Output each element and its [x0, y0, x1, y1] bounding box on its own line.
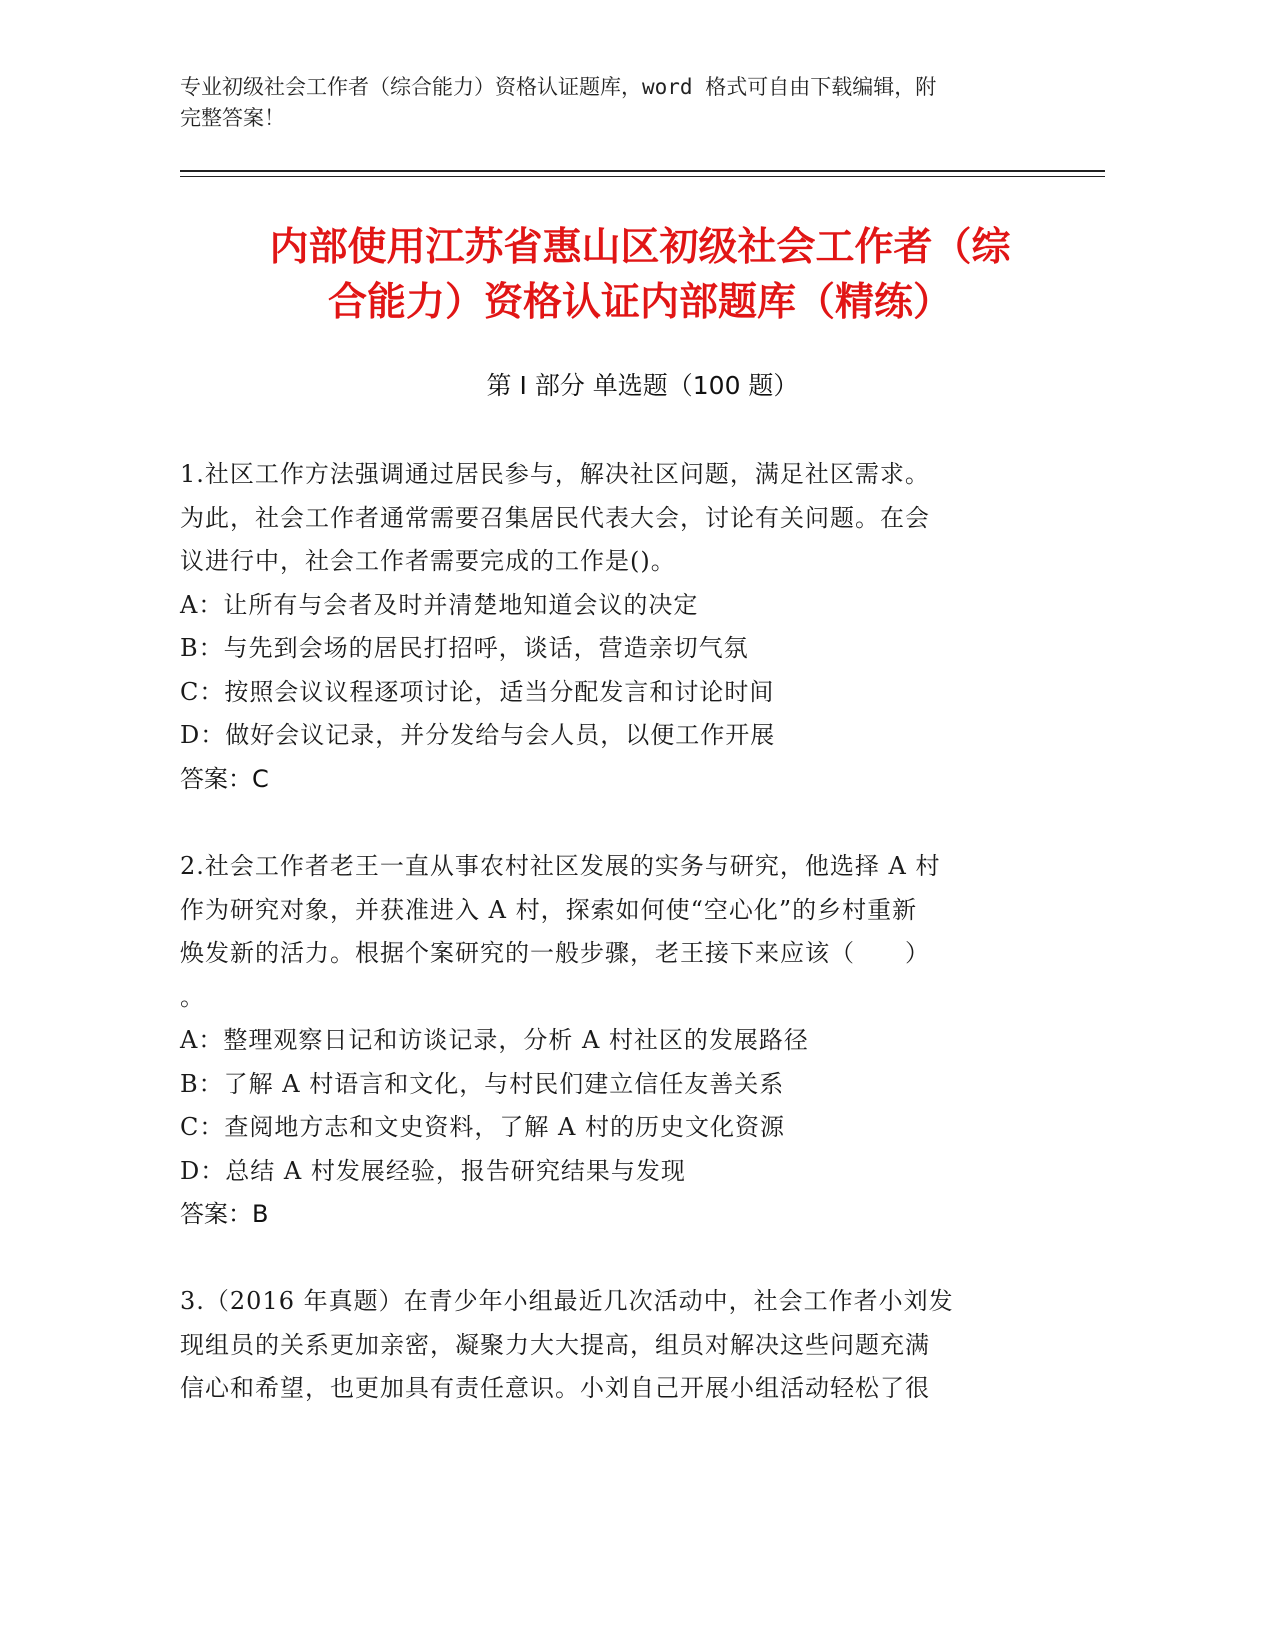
header-note-line: 专业初级社会工作者（综合能力）资格认证题库，word 格式可自由下载编辑，附: [180, 75, 937, 99]
question-stem-line: 。: [180, 982, 205, 1011]
section-heading: 第 I 部分 单选题（100 题）: [486, 371, 799, 400]
question-stem-line: 焕发新的活力。根据个案研究的一般步骤，老王接下来应该（ ）: [180, 939, 930, 967]
header-divider-thick: [180, 170, 1105, 172]
option-a: A：让所有与会者及时并清楚地知道会议的决定: [180, 590, 699, 619]
answer: 答案：C: [180, 764, 269, 793]
option-c: C：查阅地方志和文史资料，了解 A 村的历史文化资源: [180, 1113, 785, 1141]
option-b: B：与先到会场的居民打招呼，谈话，营造亲切气氛: [180, 634, 749, 662]
question-stem: [180, 453, 1030, 584]
document-title-line: 内部使用江苏省惠山区初级社会工作者（综: [269, 225, 1011, 270]
option-b: B：了解 A 村语言和文化，与村民们建立信任友善关系: [180, 1069, 785, 1098]
option-c: C：按照会议议程逐项讨论，适当分配发言和讨论时间: [180, 677, 775, 706]
question-stem-line: 信心和希望，也更加具有责任意识。小刘自己开展小组活动轻松了很: [180, 1374, 930, 1402]
question-stem-line: 作为研究对象，并获准进入 A 村，探索如何使“空心化”的乡村重新: [180, 895, 918, 924]
option-d: D：总结 A 村发展经验，报告研究结果与发现: [180, 1156, 686, 1185]
document-title-line: 合能力）资格认证内部题库（精练）: [327, 280, 952, 325]
header-note-line: 完整答案！: [180, 106, 285, 130]
question-stem-line: 2.社会工作者老王一直从事农村社区发展的实务与研究，他选择 A 村: [180, 852, 941, 880]
document-title: [150, 220, 1130, 330]
question-1: [180, 453, 1030, 801]
question-stem-line: 现组员的关系更加亲密，凝聚力大大提高，组员对解决这些问题充满: [180, 1330, 930, 1359]
question-stem-line: 1.社区工作方法强调通过居民参与，解决社区问题，满足社区需求。: [180, 460, 930, 488]
question-stem: [180, 845, 1030, 1019]
question-stem-line: 为此，社会工作者通常需要召集居民代表大会，讨论有关问题。在会: [180, 503, 930, 532]
question-stem-line: 3.（2016 年真题）在青少年小组最近几次活动中，社会工作者小刘发: [180, 1287, 954, 1315]
question-2: [180, 845, 1030, 1237]
question-stem-line: 议进行中，社会工作者需要完成的工作是()。: [180, 547, 676, 575]
option-a: A：整理观察日记和访谈记录，分析 A 村社区的发展路径: [180, 1026, 809, 1054]
header-divider-thin: [180, 176, 1105, 177]
question-stem: [180, 1280, 1030, 1411]
answer: 答案：B: [180, 1200, 269, 1228]
header-note: [180, 72, 1080, 134]
option-d: D：做好会议记录，并分发给与会人员，以便工作开展: [180, 721, 776, 749]
question-3: [180, 1280, 1030, 1411]
